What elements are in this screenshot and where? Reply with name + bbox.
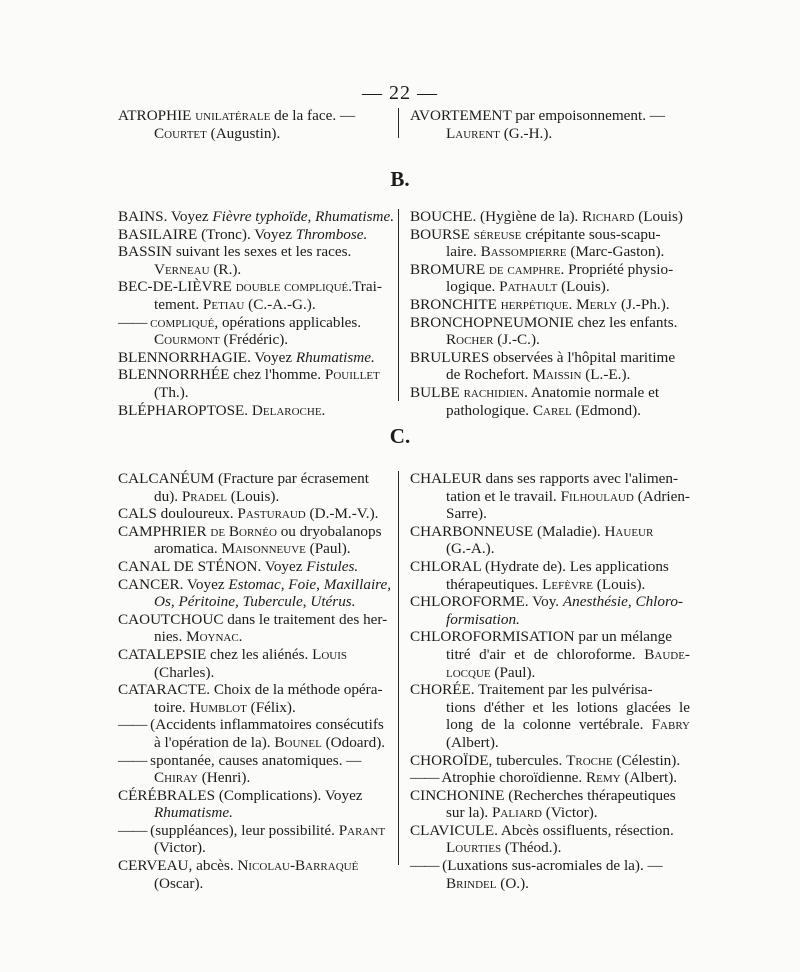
- entry-continuation: [410, 804, 690, 822]
- author-name: Pasturaud: [237, 505, 306, 523]
- entry-heading: CATARACTE.: [118, 681, 211, 699]
- entry-text: sur la).: [446, 804, 492, 822]
- entry-text: (Louis).: [557, 278, 610, 296]
- author-name: Paliard: [491, 804, 542, 822]
- entry-text: (Félix).: [246, 698, 296, 716]
- index-entry: [118, 681, 394, 716]
- section-c-right-column: [410, 470, 690, 892]
- entry-heading: BOURSE: [410, 225, 470, 243]
- entry-heading: BRONCHOPNEUMONIE: [410, 313, 574, 331]
- index-entry: [118, 402, 394, 420]
- entry-text: tubercules.: [492, 751, 567, 769]
- entry-text: (L.-E.).: [581, 366, 631, 384]
- entry-heading: ATROPHIE: [118, 107, 192, 124]
- entry-heading: BROMURE: [410, 260, 486, 278]
- entry-continuation: [410, 125, 690, 143]
- entry-continuation: [118, 839, 394, 857]
- author-name: Baude-: [644, 645, 690, 663]
- entry-continuation: [118, 384, 394, 402]
- column-rule: [398, 108, 399, 138]
- entry-text: de Rochefort.: [446, 366, 533, 384]
- top-left-column: [118, 107, 394, 142]
- entry-text: (Recherches thérapeutiques: [504, 786, 676, 804]
- entry-text: (Louis).: [226, 487, 280, 505]
- entry-text: (G.-H.).: [499, 124, 553, 142]
- entry-text: . Anatomie normale et: [524, 383, 660, 401]
- entry-heading: CERVEAU,: [118, 857, 193, 875]
- entry-continuation: [410, 611, 690, 629]
- entry-text: aromatica.: [154, 540, 222, 558]
- entry-continuation: [118, 804, 394, 822]
- section-letter-c: C.: [389, 424, 411, 448]
- index-entry: [118, 787, 394, 822]
- author-name: Moynac.: [186, 628, 243, 646]
- entry-heading: CANAL DE STÉNON.: [118, 557, 262, 575]
- entry-continuation: [410, 646, 690, 681]
- author-name: Nicolau-Barraqué: [237, 857, 359, 875]
- index-entry: [118, 646, 394, 681]
- entry-text: (Victor).: [541, 804, 598, 822]
- entry-text: Abcès ossifluents, résection.: [497, 821, 674, 839]
- index-entry: [118, 576, 394, 611]
- cross-reference: Rhumatisme.: [154, 804, 233, 822]
- index-entry: [410, 769, 690, 787]
- entry-continuation: [410, 243, 690, 261]
- section-b-left-column: [118, 208, 394, 419]
- index-entry: [118, 857, 394, 892]
- entry-text: toire.: [154, 698, 190, 716]
- entry-text: (Adrien-Sarre).: [446, 487, 690, 523]
- entry-text: observées à l'hôpital maritime: [489, 348, 676, 366]
- entry-text: pathologique.: [446, 401, 533, 419]
- entry-text: tions d'éther et les lotions glacées le long de la colonne vertébrale.: [446, 698, 690, 734]
- index-entry: [118, 208, 394, 226]
- index-entry: [118, 611, 394, 646]
- entry-heading: CAMPHRIER: [118, 522, 207, 540]
- entry-heading: ——: [118, 751, 147, 769]
- entry-text: (Maladie).: [533, 522, 605, 540]
- entry-heading: CALCANÉUM: [118, 470, 215, 487]
- author-name: rachidien: [459, 383, 525, 401]
- entry-continuation: [118, 699, 394, 717]
- author-name: Bassompierre: [480, 243, 567, 261]
- index-entry: [410, 558, 690, 593]
- entry-text: Voyez: [261, 557, 307, 575]
- author-name: Courtet: [154, 124, 207, 142]
- entry-text: .: [568, 295, 577, 313]
- entry-continuation: [118, 540, 394, 558]
- entry-text: de la face. —: [270, 107, 356, 124]
- entry-heading: BLENNORRHÉE: [118, 366, 230, 384]
- index-entry: [410, 857, 690, 892]
- author-name: Pouillet: [324, 366, 380, 384]
- entry-text: (Complications). Voyez: [215, 786, 363, 804]
- index-entry: [410, 593, 690, 628]
- index-entry: [118, 107, 394, 142]
- author-name: Maisonneuve: [221, 540, 306, 558]
- section-b-entries: [118, 208, 688, 419]
- entry-heading: CHARBONNEUSE: [410, 522, 534, 540]
- entry-text: (D.-M.-V.).: [305, 505, 379, 523]
- entry-text: (Célestin).: [612, 751, 681, 769]
- entry-continuation: [118, 628, 394, 646]
- index-entry: [118, 366, 394, 401]
- index-entry: [410, 261, 690, 296]
- index-entry: [410, 628, 690, 681]
- author-name: de camphre: [485, 260, 561, 278]
- author-name: Parant: [338, 821, 386, 839]
- index-entry: [410, 314, 690, 349]
- index-entry: [118, 505, 394, 523]
- entry-text: (Paul).: [490, 663, 536, 681]
- entry-continuation: [118, 296, 394, 314]
- index-entry: [118, 243, 394, 278]
- author-name: Brindel: [446, 874, 497, 892]
- entry-text: (Henri).: [197, 769, 251, 787]
- entry-text: Traitement par les pulvérisa-: [474, 681, 653, 699]
- entry-heading: CANCER.: [118, 575, 184, 593]
- author-name: unilatérale: [191, 107, 271, 124]
- index-entry: [118, 752, 394, 787]
- author-name: Pathault: [499, 278, 558, 296]
- entry-text: Voyez: [183, 575, 229, 593]
- entry-text: à l'opération de la).: [154, 733, 275, 751]
- entry-heading: BRULURES: [410, 348, 490, 366]
- entry-continuation: [118, 664, 394, 682]
- cross-reference: Estomac, Foie, Maxillaire,: [228, 575, 392, 593]
- entry-continuation: [410, 331, 690, 349]
- entry-text: (J.-C.).: [493, 331, 540, 349]
- entry-heading: ——: [410, 769, 439, 787]
- entry-continuation: [118, 593, 394, 611]
- entry-text: (O.).: [496, 874, 529, 892]
- column-rule: [398, 209, 399, 401]
- entry-continuation: [410, 402, 690, 420]
- entry-text: (Hydrate de). Les applications: [481, 557, 669, 575]
- author-name: Humblot: [189, 698, 247, 716]
- entry-text: thérapeutiques.: [446, 575, 543, 593]
- entry-heading: BAINS.: [118, 208, 168, 225]
- cross-reference: formisation.: [446, 610, 520, 628]
- entry-text: . Propriété physio-: [560, 260, 674, 278]
- cross-reference: Rhumatisme.: [295, 348, 375, 366]
- entry-continuation: [118, 488, 394, 506]
- author-name: locque: [446, 663, 491, 681]
- entry-text: (Charles).: [154, 663, 215, 681]
- entry-text: spontanée, causes anatomiques. —: [146, 751, 362, 769]
- column-rule: [398, 471, 399, 865]
- entry-text: (Théod.).: [501, 839, 562, 857]
- cross-reference: Thrombose.: [295, 225, 368, 243]
- cross-reference: Fièvre typhoïde, Rhumatisme.: [212, 208, 395, 225]
- index-entry: [118, 226, 394, 244]
- author-name: herpétique: [496, 295, 569, 313]
- index-entry: [118, 716, 394, 751]
- entry-text: (Luxations sus-acromiales de la). —: [438, 857, 663, 875]
- cross-reference: Anesthésie, Chloro-: [562, 593, 683, 611]
- entry-text: Voyez: [250, 348, 296, 366]
- entry-text: douloureux.: [156, 505, 238, 523]
- index-entry: [410, 523, 690, 558]
- index-entry: [118, 822, 394, 857]
- entry-text: (J.-Ph.).: [617, 295, 670, 313]
- section-c-entries: [118, 470, 690, 892]
- entry-text: suivant les sexes et les races.: [172, 243, 352, 261]
- entry-text: (Oscar).: [154, 874, 204, 892]
- entry-text: crépitante sous-scapu-: [521, 225, 661, 243]
- author-name: compliqué: [146, 313, 215, 331]
- entry-text: logique.: [446, 278, 500, 296]
- section-c-left-column: [118, 470, 394, 892]
- entry-heading: BULBE: [410, 383, 460, 401]
- author-name: Chiray: [154, 769, 198, 787]
- section-b-right-column: [410, 208, 690, 419]
- entry-text: (Marc-Gaston).: [566, 243, 665, 261]
- entry-heading: CALS: [118, 505, 157, 523]
- entry-continuation: [118, 261, 394, 279]
- entry-heading: ——: [118, 716, 147, 734]
- author-name: Filhoulaud: [560, 487, 634, 505]
- author-name: Lourties: [446, 839, 502, 857]
- author-name: Pradel: [181, 487, 227, 505]
- entry-heading: CATALEPSIE: [118, 645, 207, 663]
- index-entry: [118, 558, 394, 576]
- index-entry: [118, 470, 394, 505]
- entry-heading: CAOUTCHOUC: [118, 610, 224, 628]
- entry-continuation: [118, 769, 394, 787]
- entry-text: .Trai-: [348, 278, 382, 296]
- author-name: Delaroche.: [251, 401, 326, 419]
- entry-text: (Tronc). Voyez: [197, 225, 296, 243]
- entry-text: (Frédéric).: [219, 331, 289, 349]
- entry-text: (Victor).: [154, 839, 206, 857]
- author-name: Rocher: [446, 331, 494, 349]
- entry-text: dans ses rapports avec l'alimen-: [481, 470, 679, 487]
- index-entry: [410, 384, 690, 419]
- index-entry: [410, 752, 690, 770]
- entry-continuation: [118, 125, 394, 143]
- entry-heading: ——: [118, 313, 147, 331]
- index-entry: [118, 523, 394, 558]
- entry-heading: BOUCHE.: [410, 208, 477, 225]
- entry-text: chez les enfants.: [573, 313, 678, 331]
- author-name: séreuse: [469, 225, 522, 243]
- entry-heading: BEC-DE-LIÈVRE: [118, 278, 232, 296]
- author-name: Fabry: [651, 716, 690, 734]
- index-entry: [118, 278, 394, 313]
- entry-text: (R.).: [209, 260, 242, 278]
- entry-continuation: [410, 699, 690, 752]
- entry-continuation: [118, 734, 394, 752]
- section-letter-b: B.: [390, 167, 410, 191]
- entry-continuation: [410, 875, 690, 893]
- entry-text: titré d'air et de chloroforme.: [446, 645, 645, 663]
- entry-text: par un mélange: [574, 628, 672, 646]
- entry-text: abcès.: [192, 857, 238, 875]
- author-name: Louis: [312, 645, 348, 663]
- entry-continuation: [410, 576, 690, 594]
- top-entries: [118, 107, 688, 147]
- entry-heading: CINCHONINE: [410, 786, 505, 804]
- index-entry: [410, 349, 690, 384]
- entry-continuation: [410, 540, 690, 558]
- entry-text: (Th.).: [154, 383, 189, 401]
- index-entry: [410, 681, 690, 751]
- entry-heading: CHLORAL: [410, 557, 482, 575]
- author-name: Petiau: [202, 295, 245, 313]
- entry-text: , opérations applicables.: [214, 313, 362, 331]
- entry-continuation: [410, 366, 690, 384]
- page-number: — 22 —: [362, 82, 438, 104]
- entry-text: (Hygiène de la).: [476, 208, 583, 225]
- index-entry: [410, 107, 690, 142]
- entry-text: Voy.: [528, 593, 563, 611]
- entry-continuation: [410, 488, 690, 523]
- author-name: Lefèvre: [542, 575, 593, 593]
- entry-text: laire.: [446, 243, 481, 261]
- entry-continuation: [410, 839, 690, 857]
- entry-text: (Fracture par écrasement: [214, 470, 369, 487]
- entry-heading: BRONCHITE: [410, 295, 497, 313]
- author-name: Carel: [532, 401, 572, 419]
- entry-text: tation et le travail.: [446, 487, 561, 505]
- author-name: Bounel: [274, 733, 322, 751]
- entry-text: Atrophie choroïdienne.: [438, 769, 586, 787]
- cross-reference: Os, Péritoine, Tubercule, Utérus.: [154, 593, 356, 611]
- index-entry: [410, 296, 690, 314]
- entry-heading: CHORÉE.: [410, 681, 475, 699]
- entry-text: chez les aliénés.: [206, 645, 313, 663]
- entry-text: (C.-A.-G.).: [244, 295, 316, 313]
- entry-heading: BLENNORRHAGIE.: [118, 348, 251, 366]
- index-entry: [118, 349, 394, 367]
- author-name: Verneau: [154, 260, 210, 278]
- author-name: Richard: [582, 208, 635, 225]
- entry-heading: BLÉPHAROPTOSE.: [118, 401, 249, 419]
- entry-text: (Accidents inflammatoires consécutifs: [146, 716, 384, 734]
- entry-text: (Edmond).: [571, 401, 641, 419]
- index-entry: [410, 787, 690, 822]
- entry-heading: ——: [410, 857, 439, 875]
- entry-heading: BASSIN: [118, 243, 173, 261]
- entry-heading: CHOROÏDE,: [410, 751, 493, 769]
- author-name: Merly: [576, 295, 618, 313]
- entry-heading: CHLOROFORME.: [410, 593, 529, 611]
- entry-text: (Louis): [634, 208, 683, 225]
- entry-text: Voyez: [167, 208, 213, 225]
- entry-heading: ——: [118, 821, 147, 839]
- entry-heading: BASILAIRE: [118, 225, 198, 243]
- entry-continuation: [410, 278, 690, 296]
- entry-text: Choix de la méthode opéra-: [210, 681, 383, 699]
- entry-heading: AVORTEMENT: [410, 107, 512, 124]
- cross-reference: Fistules.: [306, 557, 359, 575]
- entry-text: (Louis).: [593, 575, 646, 593]
- entry-text: chez l'homme.: [229, 366, 325, 384]
- author-name: Haueur: [604, 522, 654, 540]
- entry-text: (Augustin).: [206, 124, 281, 142]
- entry-heading: CHLOROFORMISATION: [410, 628, 575, 646]
- entry-text: (Paul).: [305, 540, 351, 558]
- top-right-column: [410, 107, 690, 142]
- entry-heading: CÉRÉBRALES: [118, 786, 216, 804]
- index-entry: [410, 226, 690, 261]
- entry-text: (Albert).: [446, 733, 499, 751]
- author-name: Maissin: [532, 366, 582, 384]
- entry-continuation: [118, 331, 394, 349]
- author-name: Courmont: [154, 331, 220, 349]
- index-entry: [410, 470, 690, 523]
- entry-text: (suppléances), leur possibilité.: [146, 821, 339, 839]
- entry-text: (Odoard).: [321, 733, 386, 751]
- entry-continuation: [118, 875, 394, 893]
- author-name: Remy: [586, 769, 621, 787]
- author-name: de Bornéo: [206, 522, 277, 540]
- index-entry: [118, 314, 394, 349]
- index-entry: [410, 822, 690, 857]
- entry-heading: CHALEUR: [410, 470, 482, 487]
- entry-text: dans le traitement des her-: [223, 610, 388, 628]
- entry-text: nies.: [154, 628, 187, 646]
- author-name: double compliqué: [231, 278, 349, 296]
- entry-text: (Albert).: [620, 769, 678, 787]
- entry-text: ou dryobalanops: [276, 522, 382, 540]
- entry-text: par empoisonnement. —: [511, 107, 665, 124]
- entry-heading: CLAVICULE.: [410, 821, 498, 839]
- index-entry: [410, 208, 690, 226]
- entry-text: tement.: [154, 295, 203, 313]
- author-name: Troche: [566, 751, 613, 769]
- entry-text: du).: [154, 487, 182, 505]
- author-name: Laurent: [446, 124, 500, 142]
- entry-text: (G.-A.).: [446, 540, 495, 558]
